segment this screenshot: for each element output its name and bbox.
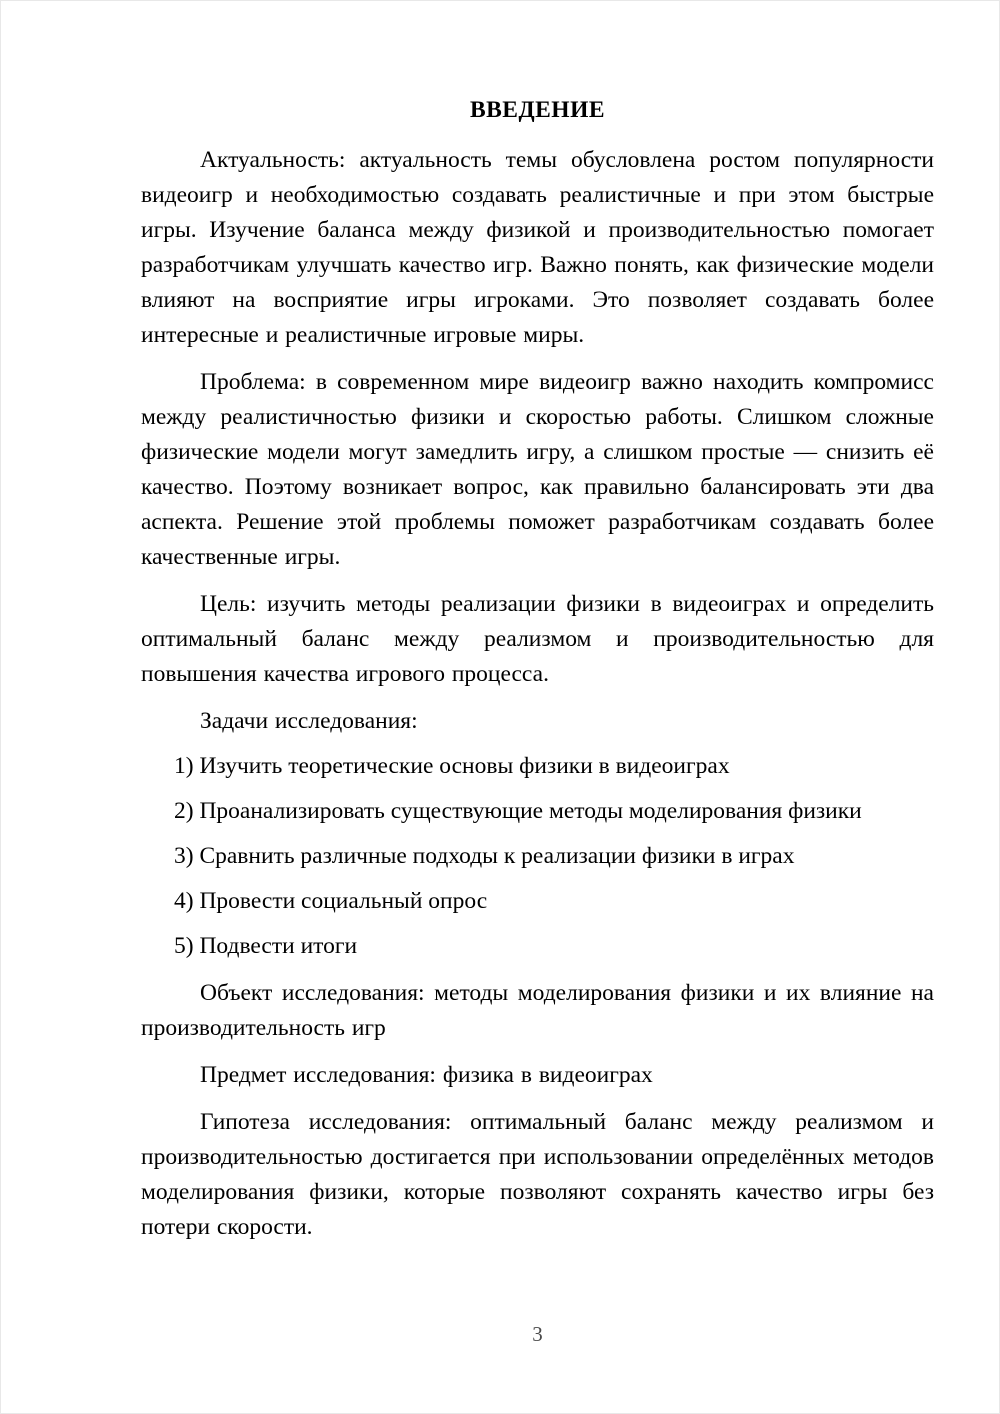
task-item-2: 2) Проанализировать существующие методы моделирования физики xyxy=(174,798,862,824)
paragraph-goal: Цель: изучить методы реализации физики в видеоиграх и определить оптимальный баланс между реализмом и производительностью для повышения качества игрового процесса. xyxy=(141,591,934,687)
tasks-heading: Задачи исследования: xyxy=(200,708,418,734)
task-item-3: 3) Сравнить различные подходы к реализации физики в играх xyxy=(174,843,795,869)
section-heading: ВВЕДЕНИЕ xyxy=(469,97,606,123)
task-item-1: 1) Изучить теоретические основы физики в видеоиграх xyxy=(174,753,730,779)
task-item-4: 4) Провести социальный опрос xyxy=(174,888,488,914)
paragraph-subject: Предмет исследования: физика в видеоиграх xyxy=(200,1062,653,1088)
paragraph-relevance: Актуальность: актуальность темы обусловлена ростом популярности видеоигр и необходимостью создавать реалистичные и при этом быстрые игры. Изучение баланса между физикой и производительностью помогает разработчикам улучшать качество игр. Важно понять, как физические модели влияют на восприятие игры игроками. Это позволяет создавать более интересные и реалистичные игровые миры. xyxy=(141,147,934,348)
document-content xyxy=(141,1,934,1245)
paragraph-hypothesis: Гипотеза исследования: оптимальный баланс между реализмом и производительностью достигается при использовании определённых методов моделирования физики, которые позволяют сохранять качество игры без потери скорости. xyxy=(141,1109,934,1240)
task-item-5: 5) Подвести итоги xyxy=(174,933,358,959)
paragraph-object: Объект исследования: методы моделирования физики и их влияние на производительность игр xyxy=(141,980,934,1041)
page-number: 3 xyxy=(532,1322,543,1346)
paragraph-problem: Проблема: в современном мире видеоигр важно находить компромисс между реалистичностью физики и скоростью работы. Слишком сложные физические модели могут замедлить игру, а слишком простые — снизить её качество. Поэтому возникает вопрос, как правильно балансировать эти два аспекта. Решение этой проблемы поможет разработчикам создавать более качественные игры. xyxy=(141,369,934,570)
task-list xyxy=(141,749,934,964)
